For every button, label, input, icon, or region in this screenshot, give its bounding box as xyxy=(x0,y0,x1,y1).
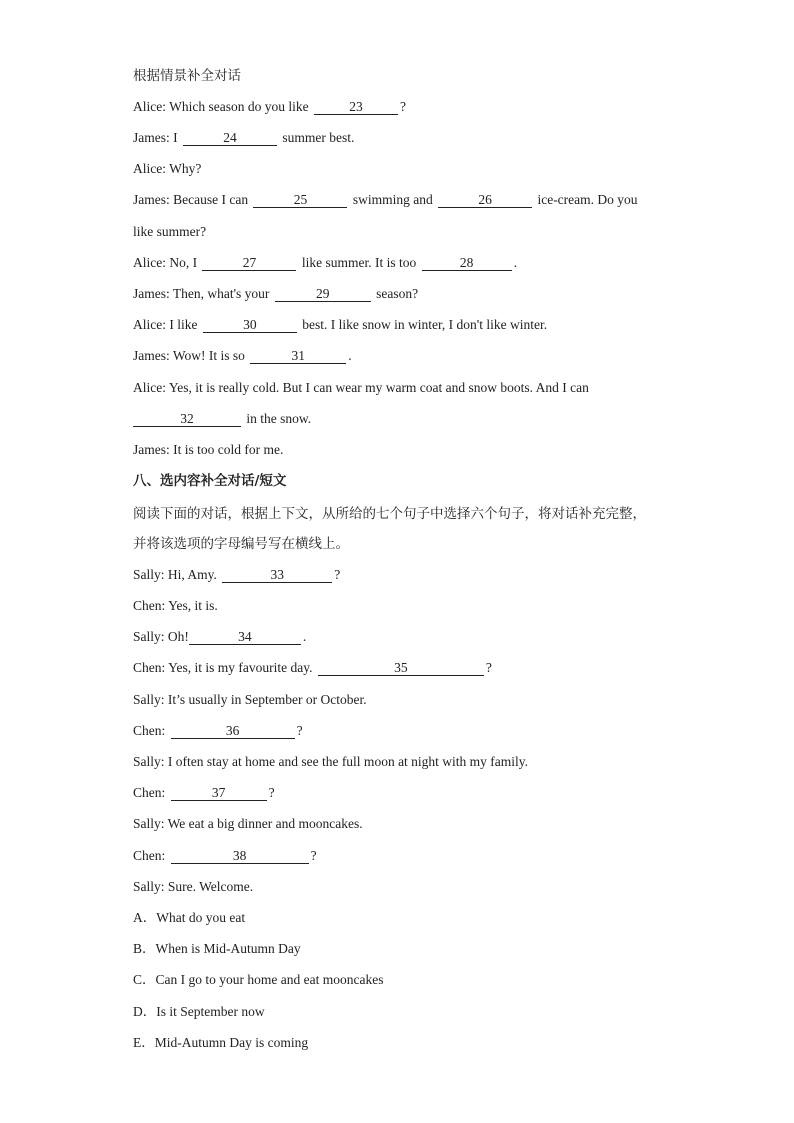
dialogue-line xyxy=(133,722,303,740)
line-text: . xyxy=(302,629,307,644)
answer-blank-28[interactable]: 28 xyxy=(422,255,512,271)
answer-blank-30[interactable]: 30 xyxy=(203,317,297,333)
dialogue-line xyxy=(133,566,340,584)
option-e: E．Mid-Autumn Day is coming xyxy=(133,1035,309,1050)
dialogue-line: James: It is too cold for me. xyxy=(133,442,284,457)
dialogue-line xyxy=(133,98,406,116)
line-text: ? xyxy=(399,99,406,114)
line-text: best. I like snow in winter, I don't like winter. xyxy=(298,317,548,332)
dialogue-line xyxy=(133,316,547,334)
section2-instruction: 并将该选项的字母编号写在横线上。 xyxy=(133,536,349,552)
dialogue-line: Alice: Yes, it is really cold. But I can wear my warm coat and snow boots. And I can xyxy=(133,380,589,395)
line-text: Alice: No, I xyxy=(133,255,201,270)
line-text: James: Then, what's your xyxy=(133,286,273,301)
answer-blank-35[interactable]: 35 xyxy=(318,660,484,676)
answer-blank-38[interactable]: 38 xyxy=(171,848,309,864)
dialogue-line xyxy=(133,784,275,802)
section1-instruction: 根据情景补全对话 xyxy=(133,68,241,84)
line-text: James: Because I can xyxy=(133,192,252,207)
dialogue-line: like summer? xyxy=(133,224,207,239)
line-text: like summer. It is too xyxy=(298,255,420,270)
line-text: Alice: I like xyxy=(133,317,201,332)
line-text: Sally: Hi, Amy. xyxy=(133,567,221,582)
dialogue-line xyxy=(133,129,354,147)
dialogue-line xyxy=(133,347,352,365)
answer-blank-37[interactable]: 37 xyxy=(171,785,267,801)
answer-blank-25[interactable]: 25 xyxy=(253,192,347,208)
dialogue-line xyxy=(133,628,306,646)
dialogue-line xyxy=(133,410,311,428)
answer-blank-24[interactable]: 24 xyxy=(183,130,277,146)
dialogue-line xyxy=(133,191,638,209)
line-text: ? xyxy=(296,723,303,738)
option-b: B．When is Mid-Autumn Day xyxy=(133,941,301,956)
line-text: ? xyxy=(268,785,275,800)
section2-instruction: 阅读下面的对话，根据上下文，从所给的七个句子中选择六个句子，将对话补充完整， xyxy=(133,506,646,522)
line-text: season? xyxy=(372,286,419,301)
dialogue-line: Chen: Yes, it is. xyxy=(133,598,218,613)
line-text: . xyxy=(348,348,352,363)
dialogue-line xyxy=(133,254,517,272)
line-text: James: Wow! It is so xyxy=(133,348,249,363)
answer-blank-31[interactable]: 31 xyxy=(250,348,346,364)
line-text: ? xyxy=(310,848,317,863)
answer-blank-34[interactable]: 34 xyxy=(189,629,301,645)
option-d: D．Is it September now xyxy=(133,1004,265,1019)
line-text: Chen: Yes, it is my favourite day. xyxy=(133,660,316,675)
answer-blank-26[interactable]: 26 xyxy=(438,192,532,208)
answer-blank-23[interactable]: 23 xyxy=(314,99,398,115)
answer-blank-27[interactable]: 27 xyxy=(202,255,296,271)
option-a: A．What do you eat xyxy=(133,910,246,925)
answer-blank-29[interactable]: 29 xyxy=(275,286,371,302)
line-text: . xyxy=(513,255,517,270)
line-text: ? xyxy=(334,567,341,582)
dialogue-line: Alice: Why? xyxy=(133,161,202,176)
answer-blank-32[interactable]: 32 xyxy=(133,411,241,427)
line-text: Alice: Which season do you like xyxy=(133,99,312,114)
option-c: C．Can I go to your home and eat mooncakes xyxy=(133,972,384,987)
line-text: summer best. xyxy=(279,130,355,145)
line-text: Sally: Oh! xyxy=(133,629,189,644)
dialogue-line: Sally: It’s usually in September or October. xyxy=(133,692,367,707)
line-text: Chen: xyxy=(133,848,169,863)
line-text: ice-cream. Do you xyxy=(534,192,638,207)
line-text: Chen: xyxy=(133,723,169,738)
dialogue-line xyxy=(133,847,317,865)
line-text: James: I xyxy=(133,130,181,145)
answer-blank-36[interactable]: 36 xyxy=(171,723,295,739)
line-text: Chen: xyxy=(133,785,169,800)
line-text: ? xyxy=(485,660,492,675)
dialogue-line: Sally: We eat a big dinner and mooncakes. xyxy=(133,816,363,831)
dialogue-line xyxy=(133,285,418,303)
dialogue-line: Sally: I often stay at home and see the full moon at night with my family. xyxy=(133,754,529,769)
dialogue-line: Sally: Sure. Welcome. xyxy=(133,879,254,894)
line-text: in the snow. xyxy=(243,411,312,426)
section2-heading: 八、选内容补全对话/短文 xyxy=(133,473,287,489)
answer-blank-33[interactable]: 33 xyxy=(222,567,332,583)
dialogue-line xyxy=(133,659,492,677)
line-text: swimming and xyxy=(349,192,437,207)
